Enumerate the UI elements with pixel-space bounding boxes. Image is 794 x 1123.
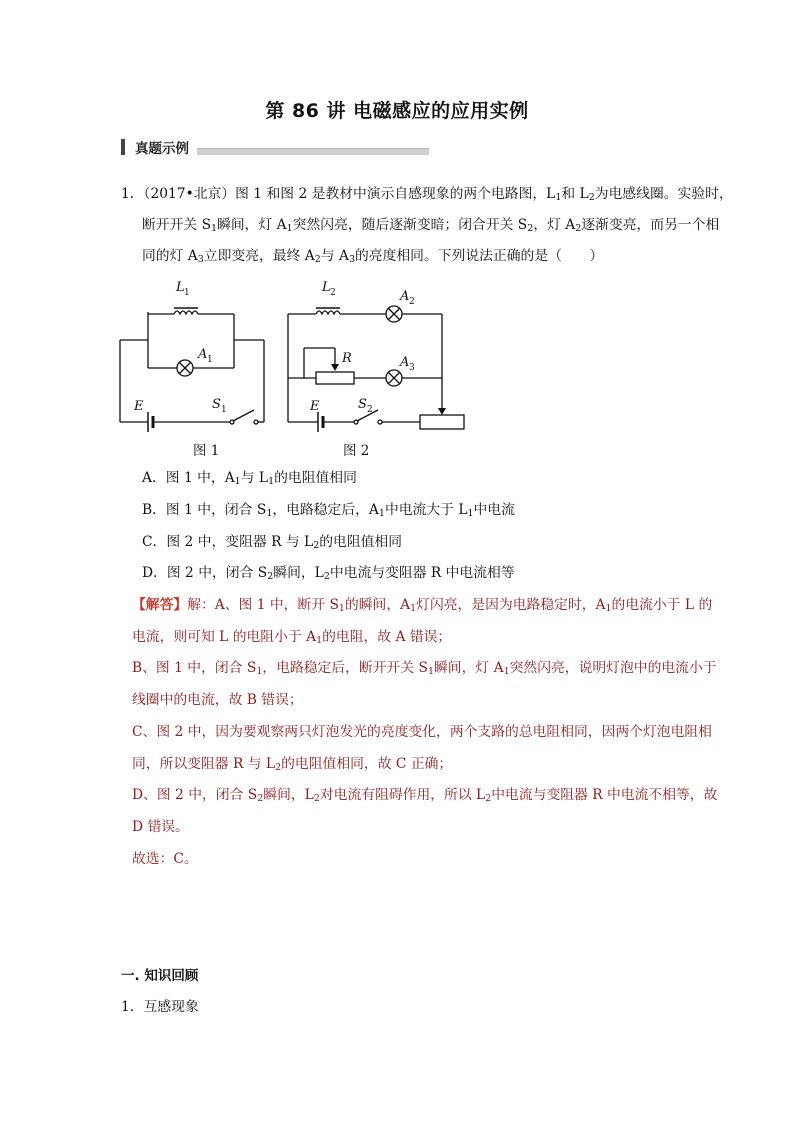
section-marker <box>121 139 125 155</box>
text: 逐渐变亮，而另一个相 <box>581 217 720 233</box>
option-d <box>142 564 515 582</box>
knowledge-item-1: 1．互感现象 <box>121 999 199 1015</box>
subscript: 1 <box>268 476 275 487</box>
subscript: 3 <box>348 254 355 265</box>
text: 的亮度相同。下列说法正确的是（ ） <box>354 248 604 264</box>
text: 电流，则可知 L 的电阻小于 A <box>132 629 317 645</box>
text: 中电流与变阻器 R 中电流相等 <box>329 565 515 581</box>
subscript: 2 <box>527 223 534 234</box>
answer-line-5 <box>132 723 712 741</box>
text: 线圈中的电流，故 B 错误； <box>132 692 303 708</box>
text: 中电流 <box>473 502 515 518</box>
question-line-2 <box>142 216 719 234</box>
subscript: 2 <box>267 571 274 582</box>
rheostat-R <box>316 372 354 384</box>
label-E: E <box>310 399 320 414</box>
subscript: 2 <box>314 254 321 265</box>
text: 的电阻值相同，故 C 正确； <box>281 756 453 772</box>
text: 瞬间，灯 A <box>217 217 287 233</box>
text: ，电路稳定后，断开开关 S <box>262 660 428 676</box>
subscript: 2 <box>588 192 595 203</box>
switch-S1 <box>233 410 254 421</box>
text: 的瞬间，A <box>344 597 411 613</box>
subscript: 2 <box>575 223 582 234</box>
text: 图 1 和图 2 是教材中演示自感现象的两个电路图，L <box>235 186 556 202</box>
answer-line-8 <box>132 818 189 836</box>
label-S: S <box>212 397 221 412</box>
section-label: 真题示例 <box>135 141 189 157</box>
text: 的电流小于 L 的 <box>611 597 713 613</box>
subscript: 1 <box>207 355 213 365</box>
text: C．图 2 中，变阻器 R 与 L <box>142 534 314 550</box>
text: 同的灯 A <box>142 248 198 264</box>
subscript: 1 <box>286 223 293 234</box>
subscript: 1 <box>338 603 345 614</box>
text: 突然闪亮，说明灯泡中的电流小于 <box>509 660 717 676</box>
label-L: L <box>322 280 331 295</box>
text: D．图 2 中，闭合 S <box>142 565 268 581</box>
subscript: 2 <box>485 793 492 804</box>
subscript: 1 <box>316 635 323 646</box>
text: 解：A、图 1 中，断开 S <box>187 597 339 613</box>
label-S: S <box>358 397 367 412</box>
page-title: 第 86 讲 电磁感应的应用实例 <box>265 100 529 122</box>
answer-line-1 <box>132 596 712 614</box>
inductor-L1 <box>174 311 198 314</box>
text: 为电感线圈。实验时， <box>594 186 733 202</box>
text: ，灯 A <box>533 217 576 233</box>
answer-line-4 <box>132 691 303 709</box>
text: 的电阻值相同 <box>274 470 357 486</box>
subscript: 1 <box>605 603 612 614</box>
subscript: 1 <box>410 603 417 614</box>
subscript: 1 <box>211 223 218 234</box>
text: 中电流与变阻器 R 中电流不相等，故 <box>491 787 718 803</box>
subscript: 2 <box>323 571 330 582</box>
section-header <box>121 137 429 157</box>
question-number: 1． <box>121 186 144 202</box>
text: 对电流有阻碍作用，所以 L <box>319 787 486 803</box>
text: 和 L <box>561 186 589 202</box>
subscript: 1 <box>221 405 227 415</box>
label-R: R <box>342 351 352 366</box>
text: 与 A <box>320 248 349 264</box>
figure-1-caption: 图 1 <box>193 443 220 459</box>
subscript: 3 <box>197 254 204 265</box>
subscript: 1 <box>555 192 562 203</box>
text: 突然闪亮，随后逐渐变暗；闭合开关 S <box>292 217 528 233</box>
label-E: E <box>134 399 144 414</box>
text: D 错误。 <box>132 819 189 835</box>
label-L: L <box>176 280 185 295</box>
answer-line-2 <box>132 628 451 646</box>
text: 断开开关 S <box>142 217 212 233</box>
label-A: A <box>400 355 410 370</box>
option-a <box>142 469 357 487</box>
text: 与 L <box>240 470 269 486</box>
text: 的电阻，故 A 错误； <box>322 629 452 645</box>
subscript: 1 <box>378 508 385 519</box>
subscript: 1 <box>467 508 474 519</box>
subscript: 3 <box>409 363 415 373</box>
text: C、图 2 中，因为要观察两只灯泡发光的亮度变化，两个支路的总电阻相同，因两个灯泡电阻相 <box>132 724 712 740</box>
subscript: 2 <box>275 762 282 773</box>
option-c <box>142 533 402 551</box>
text: 瞬间，L <box>263 787 314 803</box>
rheostat-main <box>420 415 464 429</box>
text: 瞬间，L <box>273 565 324 581</box>
text: 故选：C。 <box>132 851 198 867</box>
text: 立即变亮，最终 A <box>203 248 315 264</box>
text: 中电流大于 L <box>384 502 468 518</box>
circuit-diagrams <box>112 272 492 462</box>
text: 灯闪亮，是因为电路稳定时，A <box>416 597 606 613</box>
section-rule <box>197 148 429 155</box>
answer-tag: 【解答】 <box>132 597 188 613</box>
text: 同，所以变阻器 R 与 L <box>132 756 276 772</box>
text: B．图 1 中，闭合 S <box>142 502 267 518</box>
subscript: 2 <box>313 793 320 804</box>
question-line-3 <box>142 247 603 265</box>
text: 的电阻值相同 <box>319 534 403 550</box>
answer-line-3 <box>132 659 717 677</box>
question-source: （2017•北京） <box>143 186 236 202</box>
subscript: 1 <box>184 288 190 298</box>
option-b <box>142 501 515 519</box>
subscript: 1 <box>234 476 241 487</box>
label-A: A <box>198 347 208 362</box>
text: 瞬间，灯 A <box>434 660 504 676</box>
question-line-1 <box>121 185 733 203</box>
figure-2-caption: 图 2 <box>343 443 370 459</box>
knowledge-heading: 一. 知识回顾 <box>121 968 199 984</box>
subscript: 1 <box>256 666 263 677</box>
answer-choice <box>132 850 198 868</box>
answer-line-7 <box>132 786 717 804</box>
subscript: 2 <box>330 288 336 298</box>
inductor-L2 <box>316 311 340 314</box>
subscript: 1 <box>266 508 273 519</box>
text: ，电路稳定后，A <box>272 502 379 518</box>
text: D、图 2 中，闭合 S <box>132 787 258 803</box>
text: B、图 1 中，闭合 S <box>132 660 257 676</box>
subscript: 2 <box>409 297 415 307</box>
label-A: A <box>400 289 410 304</box>
text: A．图 1 中，A <box>142 470 235 486</box>
subscript: 1 <box>503 666 510 677</box>
subscript: 1 <box>427 666 435 677</box>
subscript: 2 <box>313 540 320 551</box>
subscript: 2 <box>257 793 264 804</box>
subscript: 2 <box>367 405 373 415</box>
answer-line-6 <box>132 755 452 773</box>
